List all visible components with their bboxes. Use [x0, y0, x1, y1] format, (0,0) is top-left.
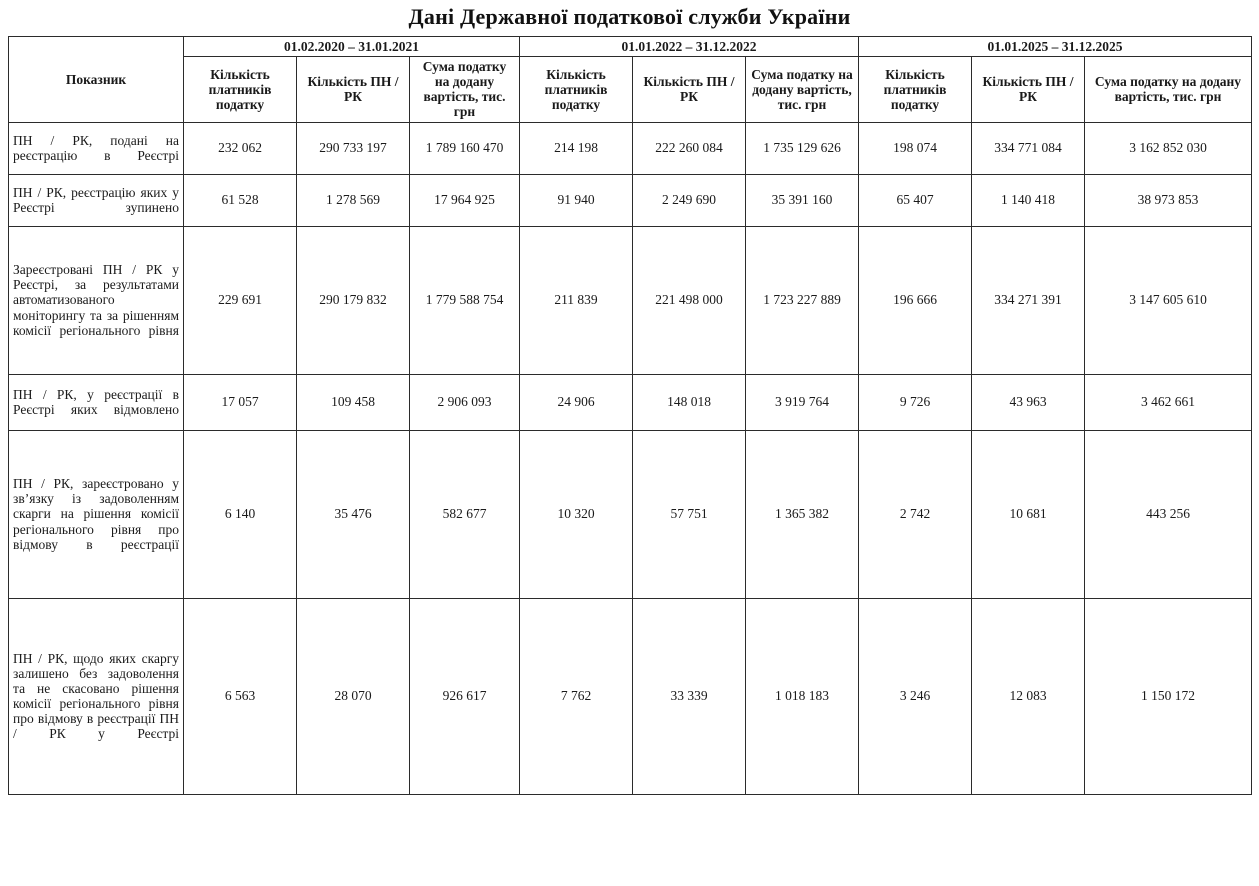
row-label: ПН / РК, зареєстровано у зв’язку із задоволенням скарги на рішення комісії регіонального рівня про відмову в реєстрації	[9, 430, 184, 598]
cell-value: 1 278 569	[297, 174, 410, 226]
cell-value: 1 140 418	[972, 174, 1085, 226]
tax-data-table	[8, 36, 1252, 795]
cell-value: 2 249 690	[633, 174, 746, 226]
cell-value: 211 839	[520, 226, 633, 374]
cell-value: 2 906 093	[410, 374, 520, 430]
subheader-5: Кількість ПН / РК	[633, 57, 746, 122]
cell-value: 443 256	[1085, 430, 1252, 598]
cell-value: 1 365 382	[746, 430, 859, 598]
cell-value: 10 320	[520, 430, 633, 598]
table-header	[9, 37, 1252, 123]
cell-value: 1 779 588 754	[410, 226, 520, 374]
period-header-1: 01.02.2020 – 31.01.2021	[184, 37, 520, 57]
cell-value: 229 691	[184, 226, 297, 374]
table-row	[9, 226, 1252, 374]
cell-value: 3 462 661	[1085, 374, 1252, 430]
table-row	[9, 374, 1252, 430]
cell-value: 1 723 227 889	[746, 226, 859, 374]
cell-value: 1 150 172	[1085, 598, 1252, 794]
cell-value: 334 271 391	[972, 226, 1085, 374]
table-row	[9, 174, 1252, 226]
column-header-indicator: Показник	[9, 37, 184, 123]
cell-value: 12 083	[972, 598, 1085, 794]
cell-value: 334 771 084	[972, 122, 1085, 174]
cell-value: 222 260 084	[633, 122, 746, 174]
cell-value: 17 057	[184, 374, 297, 430]
cell-value: 35 476	[297, 430, 410, 598]
cell-value: 6 140	[184, 430, 297, 598]
subheader-4: Кількість платників податку	[520, 57, 633, 122]
subheader-9: Сума податку на додану вартість, тис. грн	[1085, 57, 1252, 122]
table-body	[9, 122, 1252, 794]
table-header-row-subheaders	[9, 57, 1252, 122]
cell-value: 1 789 160 470	[410, 122, 520, 174]
cell-value: 24 906	[520, 374, 633, 430]
cell-value: 65 407	[859, 174, 972, 226]
cell-value: 6 563	[184, 598, 297, 794]
cell-value: 3 162 852 030	[1085, 122, 1252, 174]
subheader-3: Сума податку на додану вартість, тис. грн	[410, 57, 520, 122]
cell-value: 109 458	[297, 374, 410, 430]
subheader-7: Кількість платників податку	[859, 57, 972, 122]
cell-value: 2 742	[859, 430, 972, 598]
cell-value: 290 733 197	[297, 122, 410, 174]
row-label: ПН / РК, щодо яких скаргу залишено без задоволення та не скасовано рішення комісії регіонального рівня про відмову в реєстрації ПН / РК у Реєстрі	[9, 598, 184, 794]
cell-value: 290 179 832	[297, 226, 410, 374]
cell-value: 148 018	[633, 374, 746, 430]
table-row	[9, 122, 1252, 174]
cell-value: 1 018 183	[746, 598, 859, 794]
cell-value: 196 666	[859, 226, 972, 374]
cell-value: 9 726	[859, 374, 972, 430]
cell-value: 3 147 605 610	[1085, 226, 1252, 374]
cell-value: 28 070	[297, 598, 410, 794]
cell-value: 198 074	[859, 122, 972, 174]
cell-value: 10 681	[972, 430, 1085, 598]
cell-value: 38 973 853	[1085, 174, 1252, 226]
row-label: ПН / РК, реєстрацію яких у Реєстрі зупинено	[9, 174, 184, 226]
row-label: Зареєстровані ПН / РК у Реєстрі, за результатами автоматизованого моніторингу та за рішенням комісії регіонального рівня	[9, 226, 184, 374]
subheader-1: Кількість платників податку	[184, 57, 297, 122]
subheader-6: Сума податку на додану вартість, тис. грн	[746, 57, 859, 122]
row-label: ПН / РК, у реєстрації в Реєстрі яких відмовлено	[9, 374, 184, 430]
cell-value: 232 062	[184, 122, 297, 174]
table-header-row-periods	[9, 37, 1252, 57]
cell-value: 7 762	[520, 598, 633, 794]
period-header-2: 01.01.2022 – 31.12.2022	[520, 37, 859, 57]
subheader-2: Кількість ПН / РК	[297, 57, 410, 122]
table-row	[9, 598, 1252, 794]
cell-value: 35 391 160	[746, 174, 859, 226]
cell-value: 3 919 764	[746, 374, 859, 430]
cell-value: 1 735 129 626	[746, 122, 859, 174]
cell-value: 221 498 000	[633, 226, 746, 374]
cell-value: 582 677	[410, 430, 520, 598]
cell-value: 926 617	[410, 598, 520, 794]
page-title: Дані Державної податкової служби України	[408, 4, 851, 29]
period-header-3: 01.01.2025 – 31.12.2025	[859, 37, 1252, 57]
cell-value: 57 751	[633, 430, 746, 598]
cell-value: 17 964 925	[410, 174, 520, 226]
row-label: ПН / РК, подані на реєстрацію в Реєстрі	[9, 122, 184, 174]
cell-value: 43 963	[972, 374, 1085, 430]
cell-value: 3 246	[859, 598, 972, 794]
subheader-8: Кількість ПН / РК	[972, 57, 1085, 122]
cell-value: 91 940	[520, 174, 633, 226]
table-row	[9, 430, 1252, 598]
cell-value: 214 198	[520, 122, 633, 174]
cell-value: 61 528	[184, 174, 297, 226]
cell-value: 33 339	[633, 598, 746, 794]
